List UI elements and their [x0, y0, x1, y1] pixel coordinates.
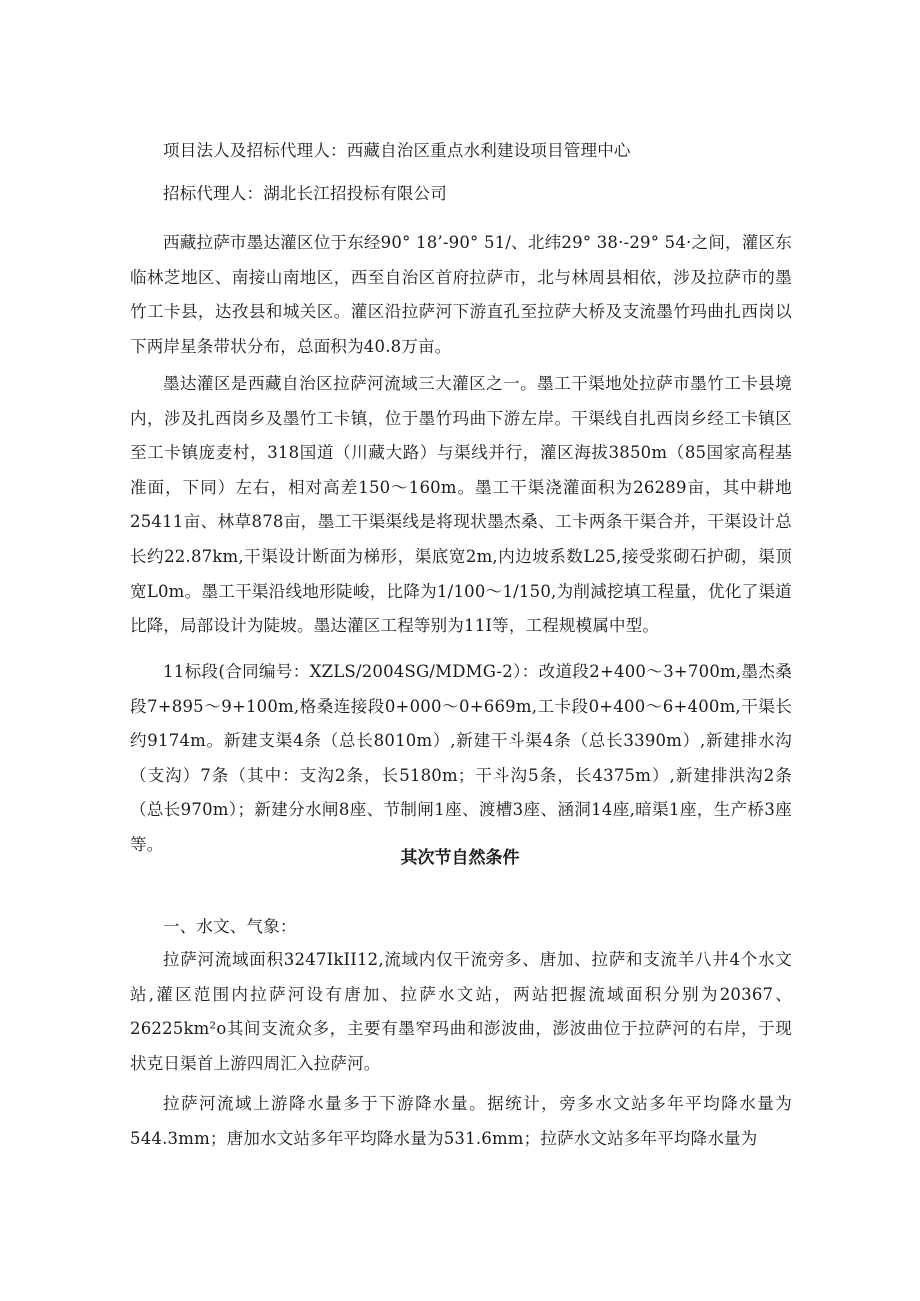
project-owner-line: 项目法人及招标代理人：西藏自治区重点水利建设项目管理中心 [163, 141, 631, 160]
paragraph-bid-section: 11标段(合同编号：XZLS/2004SG/MDMG-2）：改道段2+400～3+700m,墨杰桑段7+895～9+100m,格桑连接段0+000～0+669m,工卡段0+400～6+400m,干渠长约9174m。新建支渠4条（总长8010m）,新建干斗渠4条（总长3390m）,新建排水沟（支沟）7条（其中：支沟2条，长5180m；干斗沟5条，长4375m）,新建排洪沟2条（总长970m）；新建分水闸8座、节制闸1座、渡槽3座、涵洞14座,暗渠1座，生产桥3座等。 [130, 662, 792, 854]
paragraph-location: 西藏拉萨市墨达灌区位于东经90° 18’-90° 51/、北纬29° 38·-29° 54·之间，灌区东临林芝地区、南接山南地区，西至自治区首府拉萨市，北与林周县相依，涉及拉萨市的墨竹工卡县，达孜县和城关区。灌区沿拉萨河下游直孔至拉萨大桥及支流墨竹玛曲扎西岗以下两岸星条带状分布，总面积为40.8万亩。 [130, 233, 792, 356]
paragraph-precipitation: 拉萨河流域上游降水量多于下游降水量。据统计，旁多水文站多年平均降水量为544.3mm；唐加水文站多年平均降水量为531.6mm；拉萨水文站多年平均降水量为 [130, 1094, 792, 1148]
paragraph-canal-overview: 墨达灌区是西藏自治区拉萨河流域三大灌区之一。墨工干渠地处拉萨市墨竹工卡县境内，涉及扎西岗乡及墨竹工卡镇，位于墨竹玛曲下游左岸。干渠线自扎西岗乡经工卡镇区至工卡镇庞麦村，318国道（川藏大路）与渠线并行，灌区海拔3850m（85国家高程基准面，下同）左右，相对高差150～160m。墨工干渠浇灌面积为26289亩，其中耕地25411亩、林草878亩，墨工干渠渠线是将现状墨杰桑、工卡两条干渠合并，干渠设计总长约22.87km,干渠设计断面为梯形，渠底宽2m,内边坡系数L25,接受浆砌石护砌，渠顶宽L0m。墨工干渠沿线地形陡峻，比降为1/100～1/150,为削減挖填工程量，优化了渠道比降，局部设计为陡坡。墨达灌区工程等别为11I等，工程规模属中型。 [130, 374, 792, 636]
paragraph-hydrology: 拉萨河流域面积3247IkII12,流域内仅干流旁多、唐加、拉萨和支流羊八井4个水文站,灌区范围内拉萨河设有唐加、拉萨水文站，两站把握流域面积分别为20367、26225km²o其间支流众多，主要有墨窄玛曲和澎波曲，澎波曲位于拉萨河的右岸，于现状克日渠首上游四周汇入拉萨河。 [130, 950, 792, 1073]
section-heading: 其次节自然条件 [400, 848, 520, 868]
tender-agent-line: 招标代理人：湖北长江招投标有限公司 [163, 184, 447, 203]
subheading-hydrology: 一、水文、气象： [163, 917, 297, 936]
